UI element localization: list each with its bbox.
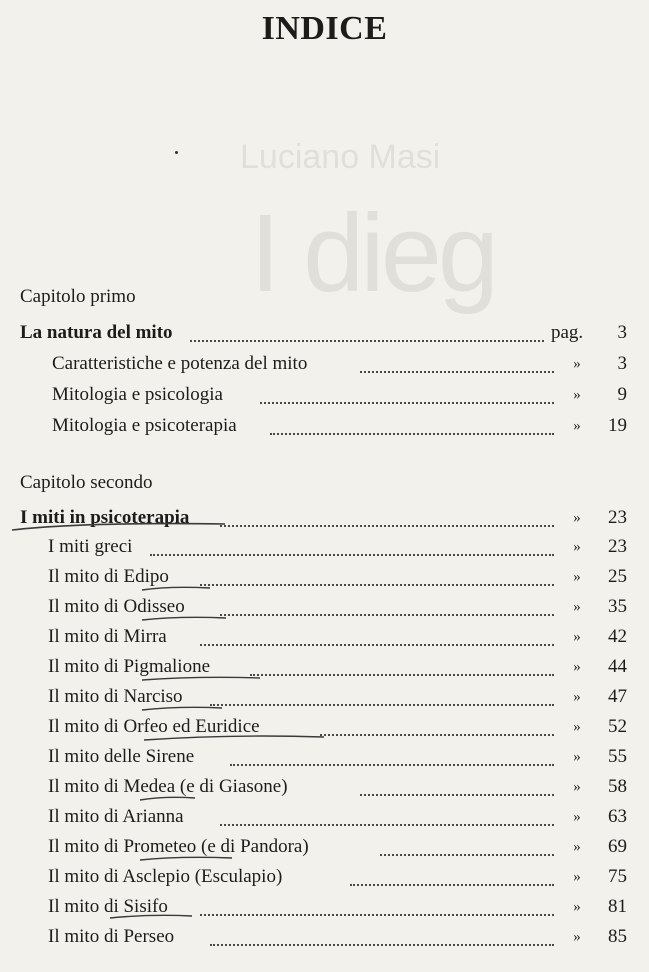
- toc-entry-title: Il mito di Orfeo ed Euridice: [48, 712, 264, 742]
- page-number: 23: [608, 536, 627, 557]
- bleed-through-text: I dieg: [250, 192, 496, 315]
- toc-entry-title: Il mito di Perseo: [48, 922, 178, 952]
- ditto-mark: »: [573, 356, 581, 372]
- ditto-mark: »: [573, 929, 581, 945]
- dot-leader: [220, 602, 554, 616]
- page-title: INDICE: [261, 10, 388, 47]
- toc-entry-title: Il mito di Prometeo (e di Pandora): [48, 832, 313, 862]
- dot-leader: [200, 632, 554, 646]
- ditto-mark: »: [573, 387, 581, 403]
- dot-leader: [260, 390, 554, 404]
- page-number: 44: [608, 656, 627, 677]
- page-number: 25: [608, 566, 627, 587]
- ditto-mark: »: [573, 869, 581, 885]
- dot-leader: [210, 692, 554, 706]
- page-number: 42: [608, 626, 627, 647]
- toc-entry-title: Il mito delle Sirene: [48, 742, 198, 772]
- toc-entry[interactable]: [0, 802, 649, 832]
- ditto-mark: »: [573, 719, 581, 735]
- ditto-mark: »: [573, 539, 581, 555]
- toc-entry[interactable]: [0, 411, 649, 441]
- toc-heading-title: I miti in psicoterapia: [20, 503, 193, 533]
- ditto-mark: »: [573, 809, 581, 825]
- toc-entry-title: Il mito di Medea (e di Giasone): [48, 772, 292, 802]
- toc-entry-title: Mitologia e psicologia: [52, 380, 227, 410]
- toc-entry[interactable]: [0, 742, 649, 772]
- dot-leader: [270, 421, 554, 435]
- toc-entry[interactable]: [0, 862, 649, 892]
- ditto-mark: »: [573, 689, 581, 705]
- toc-chapter-heading[interactable]: [0, 318, 649, 348]
- ditto-mark: »: [573, 599, 581, 615]
- dot-leader: [210, 932, 554, 946]
- toc-entry[interactable]: [0, 652, 649, 682]
- toc-entry[interactable]: [0, 832, 649, 862]
- toc-entry-title: I miti greci: [48, 532, 136, 562]
- dot-leader: [200, 572, 554, 586]
- bleed-through-text: Luciano Masi: [240, 138, 441, 176]
- dot-leader: [250, 662, 554, 676]
- page-number: 58: [608, 776, 627, 797]
- page-number: 52: [608, 716, 627, 737]
- page-number: 75: [608, 866, 627, 887]
- toc-entry-title: Mitologia e psicoterapia: [52, 411, 241, 441]
- ditto-mark: »: [573, 659, 581, 675]
- chapter-label: Capitolo secondo: [20, 472, 153, 493]
- ditto-mark: »: [573, 899, 581, 915]
- page-number: 63: [608, 806, 627, 827]
- toc-entry[interactable]: [0, 562, 649, 592]
- toc-entry[interactable]: [0, 532, 649, 562]
- dot-leader: [380, 842, 554, 856]
- page-number: 85: [608, 926, 627, 947]
- toc-entry[interactable]: [0, 592, 649, 622]
- dot-leader: [150, 542, 554, 556]
- dot-leader: [360, 359, 554, 373]
- dot-leader: [320, 722, 554, 736]
- toc-entry-title: Il mito di Edipo: [48, 562, 173, 592]
- toc-entry-title: Il mito di Asclepio (Esculapio): [48, 862, 286, 892]
- toc-entry[interactable]: [0, 922, 649, 952]
- page-number: 9: [617, 384, 627, 405]
- toc-chapter-heading[interactable]: [0, 503, 649, 533]
- page-number: 81: [608, 896, 627, 917]
- dot-leader: [200, 902, 554, 916]
- page-number: 55: [608, 746, 627, 767]
- ditto-mark: »: [573, 629, 581, 645]
- toc-entry[interactable]: [0, 622, 649, 652]
- toc-entry[interactable]: [0, 712, 649, 742]
- toc-entry-title: Il mito di Arianna: [48, 802, 188, 832]
- page-number: 23: [608, 507, 627, 528]
- ditto-mark: »: [573, 749, 581, 765]
- page-number: 19: [608, 415, 627, 436]
- toc-entry[interactable]: [0, 892, 649, 922]
- ditto-mark: »: [573, 510, 581, 526]
- ink-speck: [175, 151, 178, 154]
- page-abbrev: pag.: [551, 322, 584, 343]
- page-number: 3: [617, 353, 627, 374]
- dot-leader: [350, 872, 554, 886]
- toc-heading-title: La natura del mito: [20, 318, 177, 348]
- page-number: 35: [608, 596, 627, 617]
- page-number: 69: [608, 836, 627, 857]
- dot-leader: [360, 782, 554, 796]
- ditto-mark: »: [573, 418, 581, 434]
- toc-entry-title: Il mito di Mirra: [48, 622, 171, 652]
- toc-entry[interactable]: [0, 772, 649, 802]
- toc-entry-title: Il mito di Pigmalione: [48, 652, 214, 682]
- toc-entry[interactable]: [0, 380, 649, 410]
- ditto-mark: »: [573, 779, 581, 795]
- toc-entry-title: Il mito di Narciso: [48, 682, 187, 712]
- page-number: 3: [617, 322, 627, 343]
- toc-entry-title: Caratteristiche e potenza del mito: [52, 349, 311, 379]
- ditto-mark: »: [573, 839, 581, 855]
- chapter-label: Capitolo primo: [20, 286, 136, 307]
- dot-leader: [220, 513, 554, 527]
- page-number: 47: [608, 686, 627, 707]
- toc-entry-title: Il mito di Odisseo: [48, 592, 189, 622]
- toc-entry[interactable]: [0, 682, 649, 712]
- toc-entry-title: Il mito di Sisifo: [48, 892, 172, 922]
- dot-leader: [190, 328, 544, 342]
- toc-entry[interactable]: [0, 349, 649, 379]
- dot-leader: [220, 812, 554, 826]
- ditto-mark: »: [573, 569, 581, 585]
- dot-leader: [230, 752, 554, 766]
